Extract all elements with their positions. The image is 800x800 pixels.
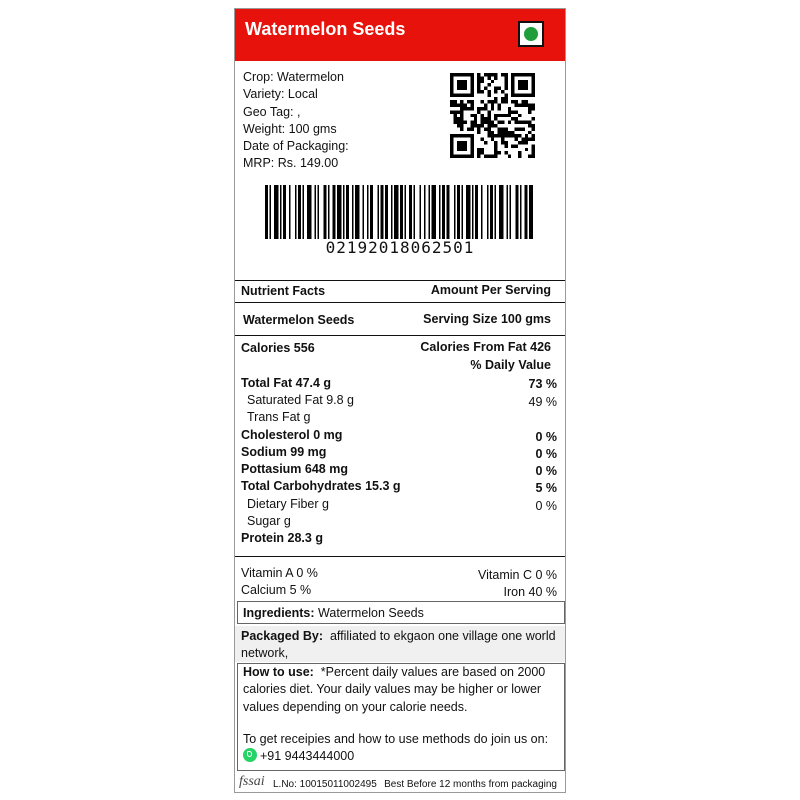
nutrient-value: 5 % (535, 481, 557, 495)
divider (235, 556, 565, 557)
qr-code-icon (450, 73, 535, 158)
packaged-by-box (235, 626, 565, 662)
nutrient-label: Sodium 99 mg (241, 445, 327, 459)
best-before: Best Before 12 months from packaging (384, 779, 557, 790)
divider (235, 280, 565, 281)
calcium: Calcium 5 % (241, 583, 312, 597)
weight-text: Weight: 100 gms (243, 121, 337, 136)
veg-mark-icon (518, 21, 544, 47)
packaging-date-text: Date of Packaging: (243, 139, 349, 154)
nutrient-value: 0 % (535, 499, 557, 513)
daily-value-heading: % Daily Value (470, 358, 551, 372)
amount-per-serving-heading: Amount Per Serving (430, 283, 551, 297)
nutrient-value: 0 % (535, 430, 557, 444)
packaged-by-label: Packaged By: (241, 629, 323, 643)
nutrient-label: Total Fat 47.4 g (241, 376, 332, 390)
nutrient-label: Total Carbohydrates 15.3 g (241, 479, 401, 493)
ingredients-box (237, 601, 565, 624)
serving-size: Serving Size 100 gms (423, 312, 551, 326)
nutrient-facts-heading: Nutrient Facts (241, 284, 326, 298)
mrp-text: MRP: Rs. 149.00 (243, 156, 339, 171)
nutrient-label: Saturated Fat 9.8 g (247, 393, 355, 407)
how-to-use-text: *Percent daily values are based on 2000 calories diet. Your daily values may be higher or lower values depending on your calorie needs. (243, 665, 546, 714)
label-header (235, 9, 565, 61)
nutrient-label: Protein 28.3 g (241, 531, 323, 545)
how-to-use-box (237, 663, 565, 771)
phone-number[interactable]: +91 9443444000 (260, 749, 355, 763)
how-to-use-label: How to use: (243, 665, 314, 679)
packaged-by-value: affiliated to ekgaon one village one world network, (241, 629, 556, 661)
ingredients-value: Watermelon Seeds (318, 606, 424, 620)
barcode-number: 02192018062501 (325, 238, 475, 257)
calories-from-fat: Calories From Fat 426 (420, 340, 551, 354)
nutrient-label: Dietary Fiber g (247, 497, 329, 511)
whatsapp-icon (243, 748, 257, 762)
variety-text: Variety: Local (243, 87, 318, 102)
nutrient-value: 49 % (528, 395, 557, 409)
license-number: L.No: 10015011002495 (273, 779, 377, 790)
iron: Iron 40 % (503, 585, 557, 599)
divider (235, 302, 565, 303)
product-title: Watermelon Seeds (245, 19, 406, 39)
nutrient-label: Trans Fat g (247, 410, 311, 424)
nutrient-label: Pottasium 648 mg (241, 462, 348, 476)
nutrient-label: Cholesterol 0 mg (241, 428, 343, 442)
product-info (243, 69, 349, 173)
nutrition-product-name: Watermelon Seeds (243, 313, 355, 327)
product-label (234, 8, 566, 793)
vitamin-c: Vitamin C 0 % (478, 568, 557, 582)
nutrient-label: Sugar g (247, 514, 291, 528)
ingredients-label: Ingredients: (243, 606, 315, 620)
nutrient-value: 0 % (535, 447, 557, 461)
nutrient-value: 73 % (528, 377, 557, 391)
calories: Calories 556 (241, 341, 315, 355)
barcode-icon (265, 185, 533, 239)
vitamin-a: Vitamin A 0 % (241, 566, 318, 580)
nutrient-value: 0 % (535, 464, 557, 478)
fssai-logo: fssai (239, 774, 265, 789)
divider (235, 335, 565, 336)
join-us-text: To get receipies and how to use methods do join us on: (243, 732, 549, 746)
crop-text: Crop: Watermelon (243, 70, 344, 84)
geo-tag-text: Geo Tag: , (243, 104, 301, 119)
